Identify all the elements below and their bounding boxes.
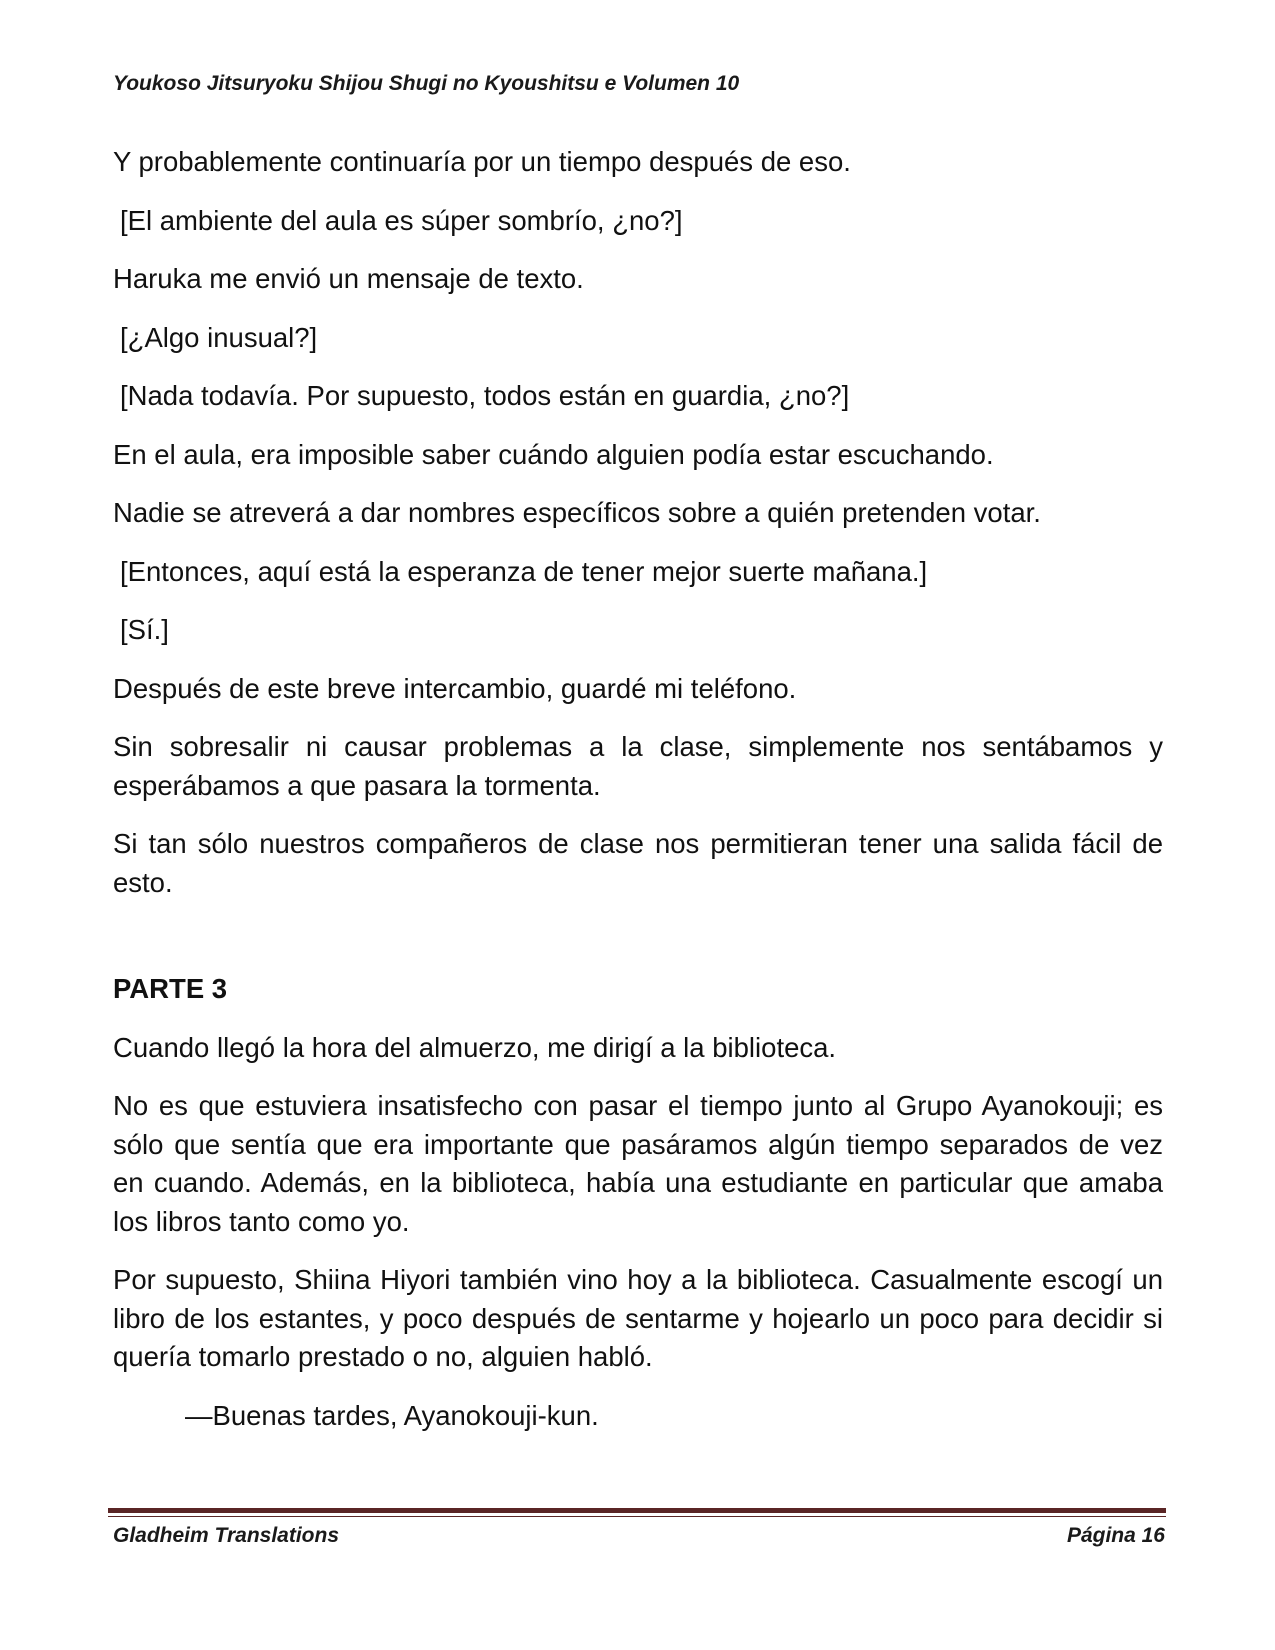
paragraph: Si tan sólo nuestros compañeros de clase nos permitieran tener una salida fácil de esto. — [113, 828, 1163, 898]
dialogue-line: —Buenas tardes, Ayanokouji-kun. — [185, 1399, 599, 1431]
paragraph: En el aula, era imposible saber cuándo alguien podía estar escuchando. — [113, 438, 994, 470]
message-line: [¿Algo inusual?] — [120, 321, 318, 353]
running-header-title: Youkoso Jitsuryoku Shijou Shugi no Kyoushitsu e Volumen 10 — [113, 72, 740, 95]
message-line: [El ambiente del aula es súper sombrío, ¿no?] — [120, 204, 683, 236]
footer-rule-thin — [108, 1516, 1166, 1517]
body-text — [113, 143, 1163, 1455]
message-line: [Sí.] — [120, 614, 169, 645]
paragraph: Y probablemente continuaría por un tiempo después de eso. — [113, 146, 851, 177]
paragraph: Sin sobresalir ni causar problemas a la clase, simplemente nos sentábamos y esperábamos a que pasara la tormenta. — [113, 731, 1163, 801]
paragraph: Por supuesto, Shiina Hiyori también vino hoy a la biblioteca. Casualmente escogí un libro de los estantes, y poco después de sentarme y hojearlo un poco para decidir si quería tomarlo prestado o no, alguien habló. — [113, 1264, 1163, 1372]
message-line: [Entonces, aquí está la esperanza de tener mejor suerte mañana.] — [120, 555, 928, 587]
paragraph: Después de este breve intercambio, guardé mi teléfono. — [113, 672, 797, 704]
paragraph: No es que estuviera insatisfecho con pasar el tiempo junto al Grupo Ayanokouji; es sólo que sentía que era importante que pasáramos algún tiempo separados de vez en cuando. Además, en la biblioteca, había una estudiante en particular que amaba los libros tanto como yo. — [113, 1090, 1163, 1237]
footer-rule-thick — [108, 1508, 1166, 1513]
paragraph: Nadie se atreverá a dar nombres específicos sobre a quién pretenden votar. — [113, 497, 1041, 528]
paragraph: Haruka me envió un mensaje de texto. — [113, 263, 584, 294]
footer-translator: Gladheim Translations — [113, 1524, 340, 1547]
section-heading: PARTE 3 — [113, 973, 228, 1004]
paragraph: Cuando llegó la hora del almuerzo, me dirigí a la biblioteca. — [113, 1031, 837, 1063]
message-line: [Nada todavía. Por supuesto, todos están en guardia, ¿no?] — [120, 380, 850, 411]
footer-page-number: Página 16 — [1066, 1524, 1165, 1547]
